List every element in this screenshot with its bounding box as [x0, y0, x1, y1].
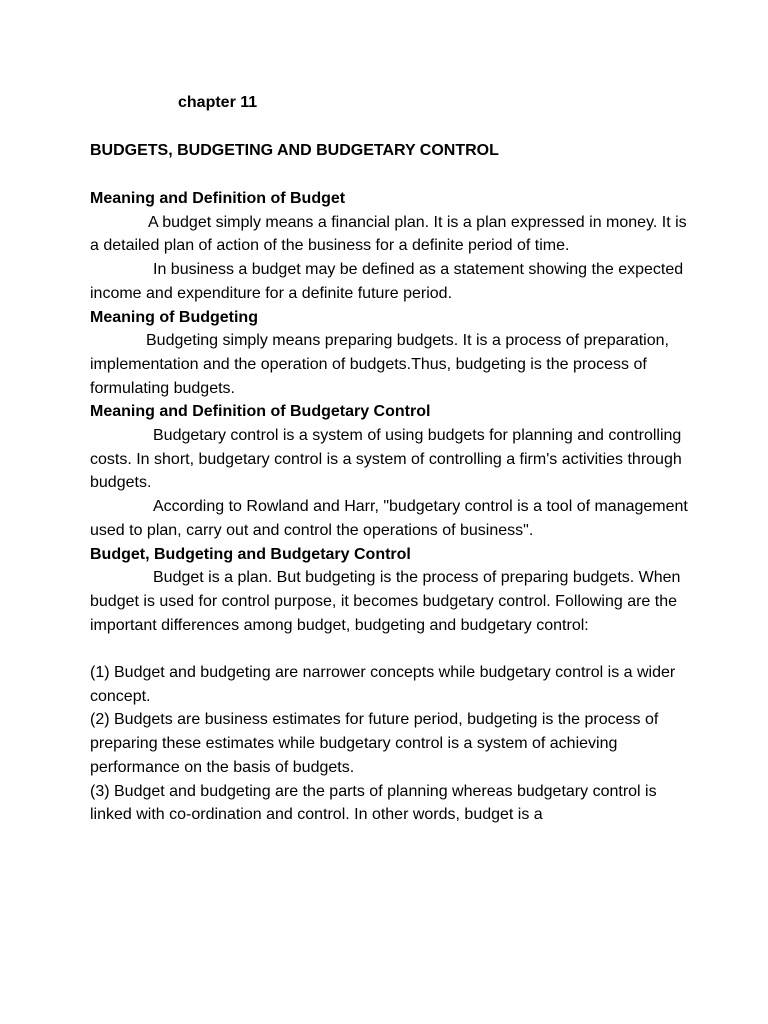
list-item-point-1: (1) Budget and budgeting are narrower concepts while budgetary control is a wider concept. — [90, 664, 676, 705]
list-item-point-3: (3) Budget and budgeting are the parts of planning whereas budgetary control is linked with co-ordination and control. In other words, budget is a — [90, 782, 657, 824]
document-body — [90, 187, 690, 827]
paragraph-budgeting-1: Budgeting simply means preparing budgets. It is a process of preparation, implementation and the operation of budgets.Thus, budgeting is the process of formulating budgets. — [90, 332, 669, 397]
blank-line — [90, 637, 690, 661]
paragraph-comparison-1: Budget is a plan. But budgeting is the process of preparing budgets. When budget is used for control purpose, it becomes budgetary control. Following are the important differences among budget, budgeting and budgetary control: — [90, 569, 681, 634]
list-item-point-2: (2) Budgets are business estimates for future period, budgeting is the process of preparing these estimates while budgetary control is a system of achieving performance on the basis of budgets. — [90, 711, 659, 776]
paragraph-control-1: Budgetary control is a system of using budgets for planning and controlling costs. In short, budgetary control is a system of controlling a firm's activities through budgets. — [90, 427, 682, 492]
section-heading-control: Meaning and Definition of Budgetary Control — [90, 403, 431, 421]
document-title: BUDGETS, BUDGETING AND BUDGETARY CONTROL — [90, 142, 499, 159]
paragraph-budget-1: A budget simply means a financial plan. It is a plan expressed in money. It is a detailed plan of action of the business for a definite period of time. — [90, 213, 687, 255]
chapter-label: chapter 11 — [178, 94, 258, 111]
paragraph-control-2: According to Rowland and Harr, "budgetary control is a tool of management used to plan, carry out and control the operations of business". — [90, 498, 688, 539]
section-heading-budgeting: Meaning of Budgeting — [90, 308, 258, 326]
section-heading-comparison: Budget, Budgeting and Budgetary Control — [90, 545, 411, 563]
paragraph-budget-2: In business a budget may be defined as a statement showing the expected income and expenditure for a definite future period. — [90, 261, 684, 302]
section-heading-budget: Meaning and Definition of Budget — [90, 190, 346, 207]
